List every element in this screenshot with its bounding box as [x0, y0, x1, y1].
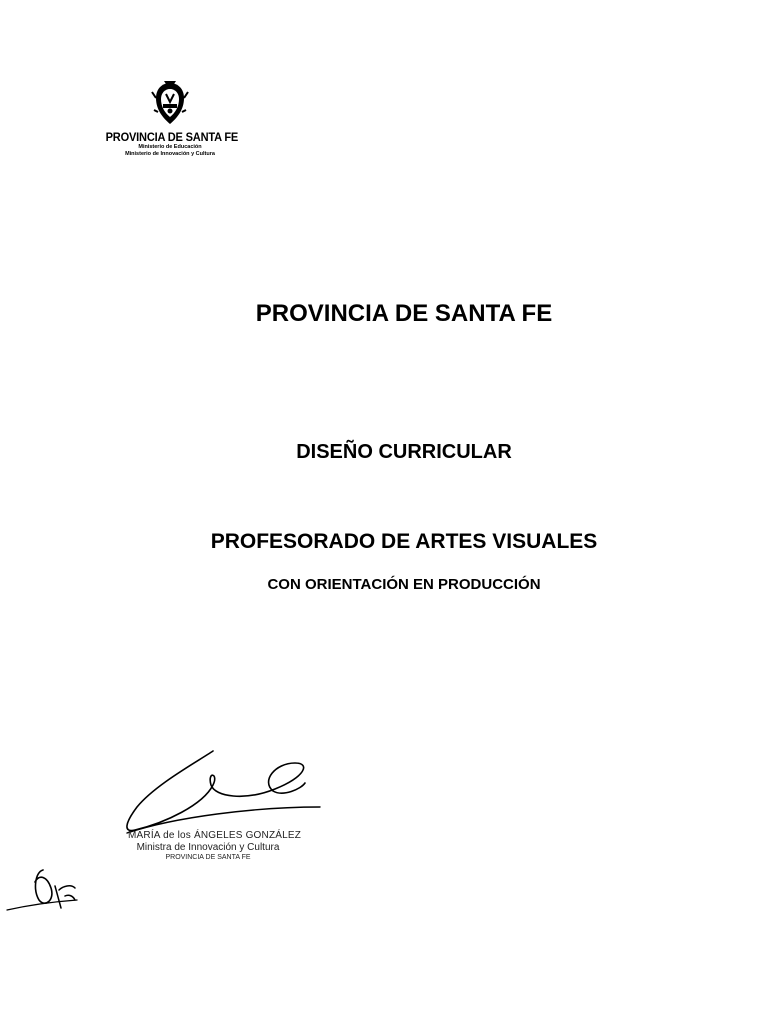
- letterhead: [100, 80, 240, 158]
- signatory-province: PROVINCIA DE SANTA FE: [165, 854, 251, 861]
- signatory-name: MARÍA de los ÁNGELES GONZÁLEZ: [128, 830, 302, 841]
- signature-block: [128, 830, 302, 861]
- provincial-seal-icon: [150, 80, 190, 128]
- province-title: PROVINCIA DE SANTA FE: [255, 300, 553, 327]
- design-title: DISEÑO CURRICULAR: [296, 441, 512, 463]
- orientation-subtitle: CON ORIENTACIÓN EN PRODUCCIÓN: [267, 576, 541, 593]
- letterhead-ministry-education: Ministerio de Educación: [138, 144, 202, 150]
- letterhead-province: PROVINCIA DE SANTA FE: [105, 130, 239, 144]
- signatory-role: Ministra de Innovación y Cultura: [136, 842, 280, 853]
- handwritten-signature: [115, 745, 325, 840]
- program-title: PROFESORADO DE ARTES VISUALES: [210, 530, 598, 553]
- letterhead-ministry-innovation: Ministerio de Innovación y Cultura: [125, 151, 215, 157]
- handwritten-initials: [5, 860, 80, 920]
